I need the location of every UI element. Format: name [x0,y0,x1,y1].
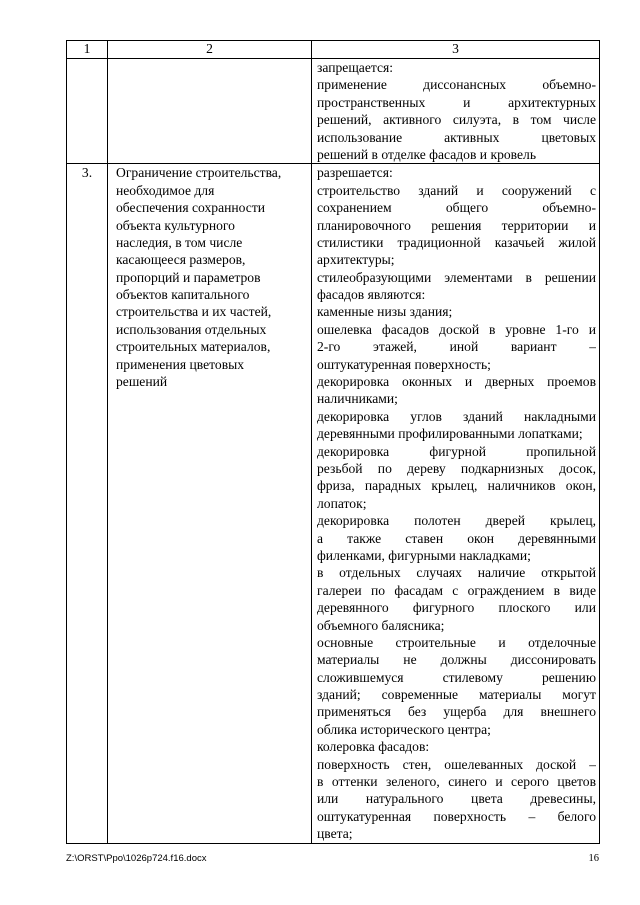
text-line: касающееся размеров, [116,252,246,268]
text-line: а также ставен окон деревянными [317,530,596,546]
text-line: галереи по фасадам с ограждением в виде [317,582,596,598]
text-line: оштукатуренная поверхность – белого [317,808,596,824]
header-col-2: 2 [108,41,312,59]
row-continued-text [317,59,596,163]
text-line: деревянными профилированными лопатками; [317,426,583,442]
text-line: решений, активного силуэта, в том числе [317,112,596,128]
text-line: наличниками; [317,391,398,407]
row-3-text-cell [312,164,600,843]
row-3-number: 3. [67,164,108,843]
text-line: лопаток; [317,495,367,511]
footer-file-path: Z:\ORST\Ppo\1026p724.f16.docx [66,853,207,864]
text-line: объекта культурного [116,217,235,233]
text-line: стилистики традиционной казачьей жилой [317,234,596,250]
text-line: филенками, фигурными накладками; [317,547,531,563]
text-line: запрещается: [317,60,394,75]
text-line: декорировка оконных и дверных проемов [317,374,596,390]
text-line: в оттенки зеленого, синего и серого цветов [317,774,596,790]
text-line: декорировка полотен дверей крылец, [317,513,596,529]
row-continued-title-cell [108,59,312,164]
text-line: объемного балясника; [317,617,445,633]
text-line: обеспечения сохранности [116,200,266,216]
table-row-3 [67,164,600,843]
text-line: наследия, в том числе [116,234,243,250]
table-header-row [67,41,600,59]
text-line: сохранением общего объемно- [317,200,596,216]
text-line: или натурального цвета древесины, [317,791,596,807]
text-line: декорировка фигурной пропильной [317,443,596,459]
text-line: сложившемуся стилевому решению [317,669,596,685]
text-line: оштукатуренная поверхность; [317,356,491,372]
text-line: зданий; современные материалы могут [317,687,596,703]
header-col-1: 1 [67,41,108,59]
text-line: строительства и их частей, [116,304,272,320]
text-line: ошелевка фасадов доской в уровне 1-го и [317,321,596,337]
text-line: материалы не должны диссонировать [317,652,596,668]
text-line: объектов капитального [116,287,250,303]
row-3-text [317,164,596,842]
text-line: фриза, парадных крылец, наличников окон, [317,478,596,494]
text-line: строительных материалов, [116,339,271,355]
text-line: фасадов являются: [317,287,426,303]
text-line: Ограничение строительства, [116,165,282,181]
text-line: строительство зданий и сооружений с [317,182,596,198]
text-line: цвета; [317,826,353,842]
text-line: применяться без ущерба для внешнего [317,704,596,720]
text-line: решений [116,374,168,390]
row-3-title-cell [108,164,312,843]
text-line: деревянного фигурного плоского или [317,600,596,616]
text-line: пространственных и архитектурных [317,94,596,110]
text-line: решений в отделке фасадов и кровель [317,146,537,162]
text-line: в отдельных случаях наличие открытой [317,565,596,581]
text-line: резьбой по дереву подкарнизных досок, [317,460,596,476]
text-line: колеровка фасадов: [317,739,430,755]
text-line: применение диссонансных объемно- [317,77,596,93]
text-line: стилеобразующими элементами в решении [317,269,596,285]
footer-page-number: 16 [588,853,599,864]
regulations-table [66,40,600,844]
text-line: пропорций и параметров [116,269,261,285]
text-line: облика исторического центра; [317,721,491,737]
text-line: архитектуры; [317,252,395,268]
text-line: каменные низы здания; [317,304,453,320]
text-line: основные строительные и отделочные [317,634,596,650]
text-line: необходимое для [116,182,215,198]
text-line: планировочного решения территории и [317,217,596,233]
text-line: применения цветовых [116,356,245,372]
text-line: поверхность стен, ошелеванных доской – [317,756,596,772]
table-row-continued [67,59,600,164]
text-line: декорировка углов зданий накладными [317,408,596,424]
text-line: 2-го этажей, иной вариант – [317,339,596,355]
text-line: использование активных цветовых [317,129,596,145]
row-continued-number-cell [67,59,108,164]
header-col-3: 3 [312,41,600,59]
text-line: разрешается: [317,165,393,181]
row-3-title [116,164,308,390]
text-line: использования отдельных [116,321,267,337]
row-continued-text-cell [312,59,600,164]
